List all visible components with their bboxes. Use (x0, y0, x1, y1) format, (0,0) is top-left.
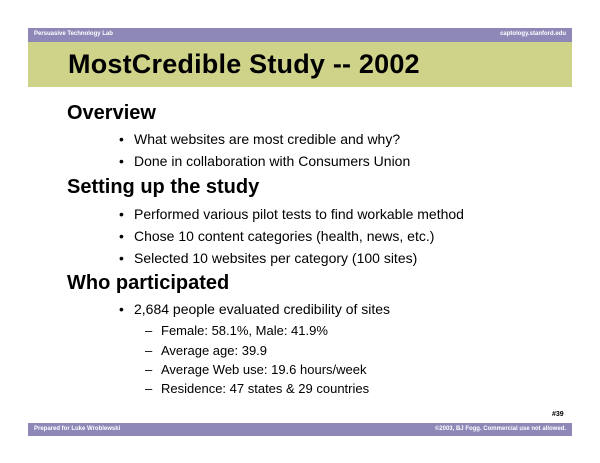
lab-name: Persuasive Technology Lab (34, 31, 113, 37)
sub-bullet-item: – Average Web use: 19.6 hours/week (145, 362, 367, 377)
bullet-item: • Chose 10 content categories (health, news, etc.) (119, 228, 435, 244)
page-number: #39 (552, 411, 564, 418)
bullet-item: • Done in collaboration with Consumers Union (119, 153, 411, 169)
footer-bar (28, 423, 572, 436)
prepared-for: Prepared for Luke Wroblewski (34, 426, 121, 432)
section-heading-overview: Overview (67, 102, 156, 124)
bullet-item: • Selected 10 websites per category (100 sites) (119, 250, 418, 266)
slide-title: MostCredible Study -- 2002 (68, 49, 420, 79)
copyright: ©2003, BJ Fogg. Commercial use not allowed. (434, 426, 566, 432)
bullet-item: • Performed various pilot tests to find workable method (119, 206, 464, 222)
bullet-item: • What websites are most credible and why? (119, 131, 401, 147)
sub-bullet-item: – Average age: 39.9 (145, 343, 268, 358)
site-url: captology.stanford.edu (500, 31, 566, 37)
header-bar (28, 28, 572, 42)
title-bar (28, 42, 572, 87)
section-heading-participants: Who participated (67, 272, 230, 294)
sub-bullet-item: – Female: 58.1%, Male: 41.9% (145, 323, 328, 338)
sub-bullet-item: – Residence: 47 states & 29 countries (145, 381, 370, 396)
section-heading-setup: Setting up the study (67, 176, 260, 198)
bullet-item: • 2,684 people evaluated credibility of sites (119, 301, 391, 317)
